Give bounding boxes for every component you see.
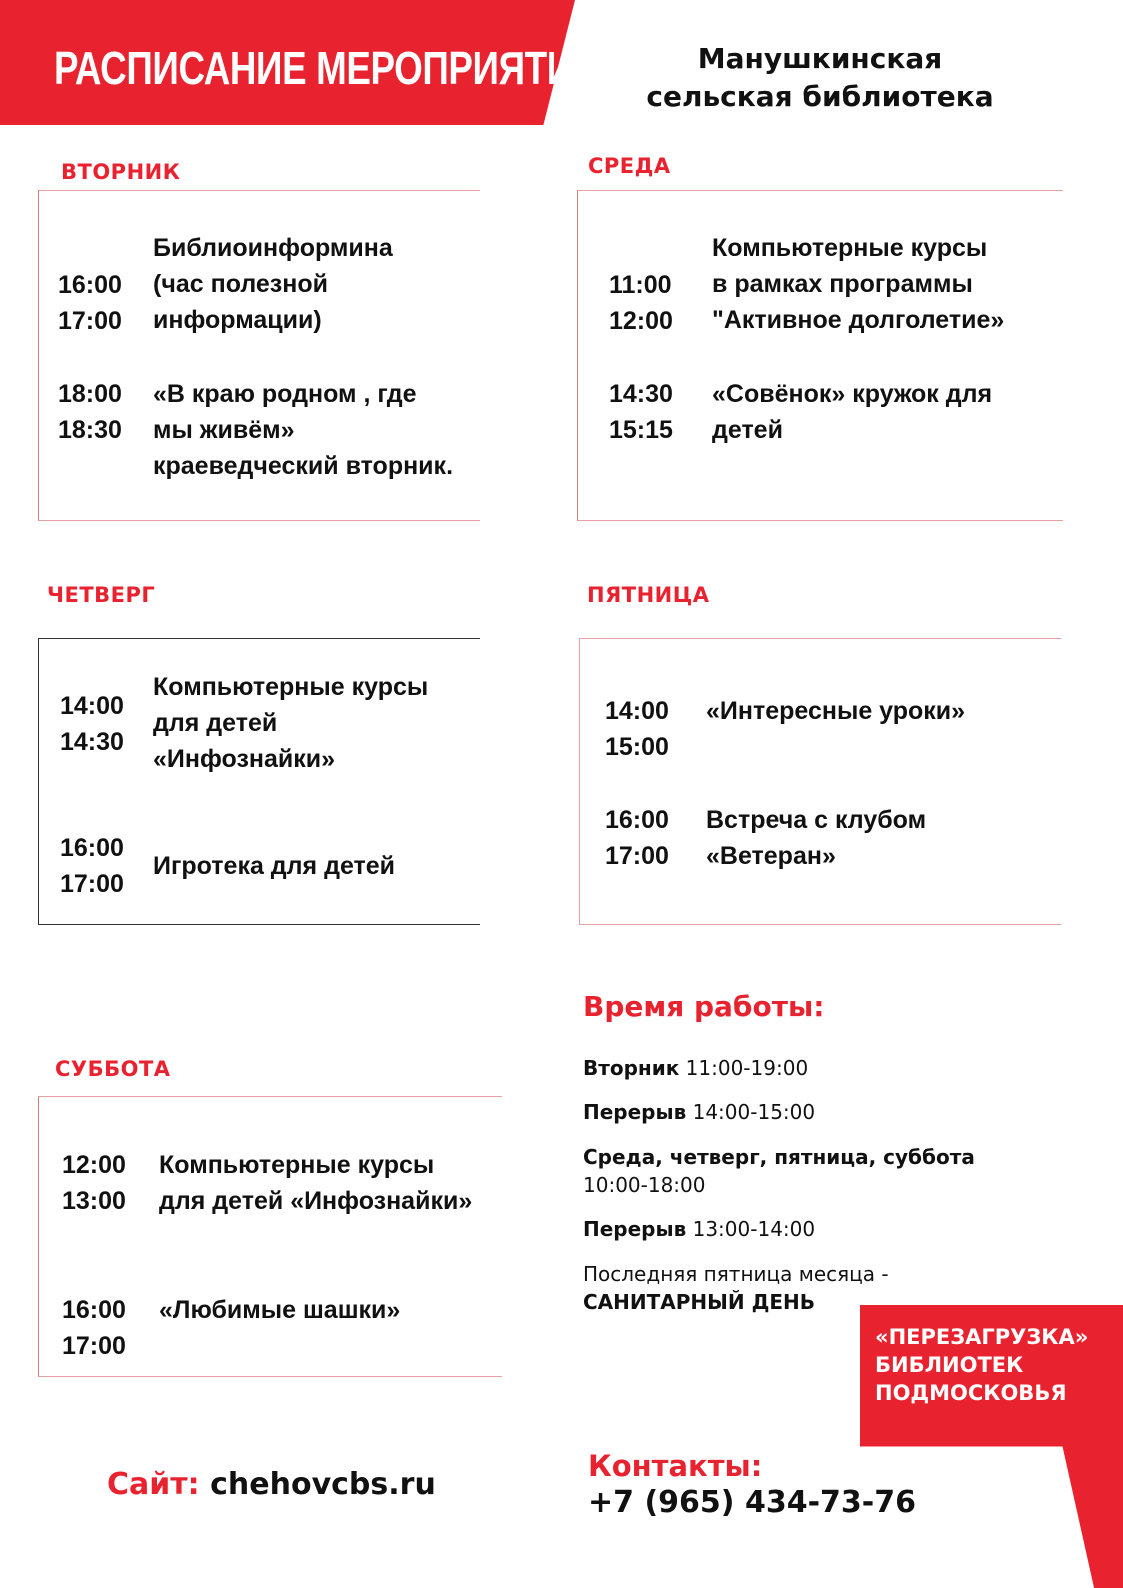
time-start: 12:00 xyxy=(62,1151,126,1179)
site-label: Сайт: xyxy=(107,1467,200,1502)
friday-event-1-time xyxy=(605,693,685,765)
time-start: 16:00 xyxy=(605,806,669,834)
badge-line: «ПЕРЕЗАГРУЗКА» xyxy=(875,1325,1089,1349)
saturday-event-1-title xyxy=(159,1147,472,1219)
work-hours-tuesday-value: 11:00-19:00 xyxy=(685,1056,809,1080)
event-line: для детей xyxy=(153,709,278,737)
event-line: Библиоинформина xyxy=(153,234,393,262)
saturday-event-2-title xyxy=(159,1292,400,1328)
time-end: 17:00 xyxy=(60,870,124,898)
work-hours-other-days-value: 10:00-18:00 xyxy=(583,1173,706,1197)
event-line: «В краю родном , где xyxy=(153,380,417,408)
time-end: 12:00 xyxy=(609,307,673,335)
thursday-event-2-title xyxy=(153,848,395,884)
time-start: 11:00 xyxy=(609,271,672,299)
sanitary-note-text: Последняя пятница месяца - xyxy=(583,1262,889,1286)
work-hours-break-1 xyxy=(583,1098,815,1126)
tuesday-event-1-title xyxy=(153,230,393,338)
time-end: 14:30 xyxy=(60,728,124,756)
contacts-label: Контакты: xyxy=(588,1449,763,1483)
time-end: 17:00 xyxy=(58,307,122,335)
library-name-line-2: сельская библиотека xyxy=(646,80,994,113)
time-start: 14:00 xyxy=(60,692,124,720)
friday-event-2-title xyxy=(706,802,926,874)
event-line: Игротека для детей xyxy=(153,852,396,880)
event-line: информации) xyxy=(153,306,322,334)
thursday-event-1-title xyxy=(153,669,428,777)
wednesday-event-2-title xyxy=(712,376,992,448)
friday-event-2-time xyxy=(605,802,685,874)
work-hours-break-2-value: 13:00-14:00 xyxy=(692,1217,816,1241)
time-end: 18:30 xyxy=(58,416,122,444)
event-line: «Ветеран» xyxy=(706,842,836,870)
event-line: в рамках программы xyxy=(712,270,973,298)
thursday-event-2-time xyxy=(60,830,140,902)
work-hours-tuesday xyxy=(583,1054,808,1082)
time-end: 13:00 xyxy=(62,1187,126,1215)
wednesday-event-1-time xyxy=(609,267,689,339)
friday-title: ПЯТНИЦА xyxy=(587,583,710,607)
work-hours-other-days xyxy=(583,1143,975,1199)
saturday-event-1-time xyxy=(62,1147,142,1219)
site-link[interactable]: chehovcbs.ru xyxy=(210,1467,436,1502)
friday-schedule-box xyxy=(579,638,1061,925)
event-line: (час полезной xyxy=(153,270,328,298)
reboot-badge-text xyxy=(875,1323,1115,1407)
time-start: 16:00 xyxy=(58,271,122,299)
work-hours-other-days-label: Среда, четверг, пятница, суббота xyxy=(583,1145,975,1169)
work-hours-break-1-value: 14:00-15:00 xyxy=(692,1100,816,1124)
time-start: 14:30 xyxy=(609,380,673,408)
sanitary-day-label: САНИТАРНЫЙ ДЕНЬ xyxy=(583,1290,816,1314)
site-block xyxy=(107,1467,436,1502)
event-line: Компьютерные курсы xyxy=(153,673,429,701)
page-title: РАСПИСАНИЕ МЕРОПРИЯТИЙ xyxy=(54,42,599,94)
wednesday-event-2-time xyxy=(609,376,689,448)
work-hours-break-2-label: Перерыв xyxy=(583,1217,687,1241)
time-end: 17:00 xyxy=(605,842,669,870)
event-line: Компьютерные курсы xyxy=(712,234,988,262)
badge-line: ПОДМОСКОВЬЯ xyxy=(875,1381,1067,1405)
work-hours-title: Время работы: xyxy=(583,990,825,1023)
time-end: 15:00 xyxy=(605,733,669,761)
event-line: краеведческий вторник. xyxy=(153,452,454,480)
event-line: «Интересные уроки» xyxy=(706,697,966,725)
thursday-title: ЧЕТВЕРГ xyxy=(47,583,156,607)
work-hours-break-1-label: Перерыв xyxy=(583,1100,687,1124)
library-name xyxy=(600,40,1040,116)
event-line: «Совёнок» кружок для xyxy=(712,380,993,408)
tuesday-event-1-time xyxy=(58,267,138,339)
time-start: 18:00 xyxy=(58,380,122,408)
time-start: 16:00 xyxy=(60,834,124,862)
event-line: «Любимые шашки» xyxy=(159,1296,401,1324)
time-end: 15:15 xyxy=(609,416,673,444)
friday-event-1-title xyxy=(706,693,965,729)
wednesday-event-1-title xyxy=(712,230,1004,338)
event-line: мы живём» xyxy=(153,416,295,444)
time-end: 17:00 xyxy=(62,1332,126,1360)
tuesday-title: ВТОРНИК xyxy=(61,160,181,184)
event-line: «Инфознайки» xyxy=(153,745,336,773)
tuesday-event-2-title xyxy=(153,376,453,484)
wednesday-title: СРЕДА xyxy=(588,154,671,178)
thursday-event-1-time xyxy=(60,688,140,760)
saturday-event-2-time xyxy=(62,1292,142,1364)
sanitary-day-note xyxy=(583,1260,889,1316)
contacts-phone[interactable]: +7 (965) 434-73-76 xyxy=(588,1485,916,1520)
event-line: Встреча с клубом xyxy=(706,806,927,834)
time-start: 16:00 xyxy=(62,1296,126,1324)
event-line: для детей «Инфознайки» xyxy=(159,1187,473,1215)
event-line: "Активное долголетие» xyxy=(712,306,1005,334)
event-line: Компьютерные курсы xyxy=(159,1151,435,1179)
badge-line: БИБЛИОТЕК xyxy=(875,1353,1024,1377)
saturday-title: СУББОТА xyxy=(55,1057,171,1081)
time-start: 14:00 xyxy=(605,697,669,725)
event-line: детей xyxy=(712,416,783,444)
work-hours-break-2 xyxy=(583,1215,815,1243)
library-name-line-1: Манушкинская xyxy=(697,42,943,75)
work-hours-tuesday-label: Вторник xyxy=(583,1056,680,1080)
tuesday-event-2-time xyxy=(58,376,138,448)
